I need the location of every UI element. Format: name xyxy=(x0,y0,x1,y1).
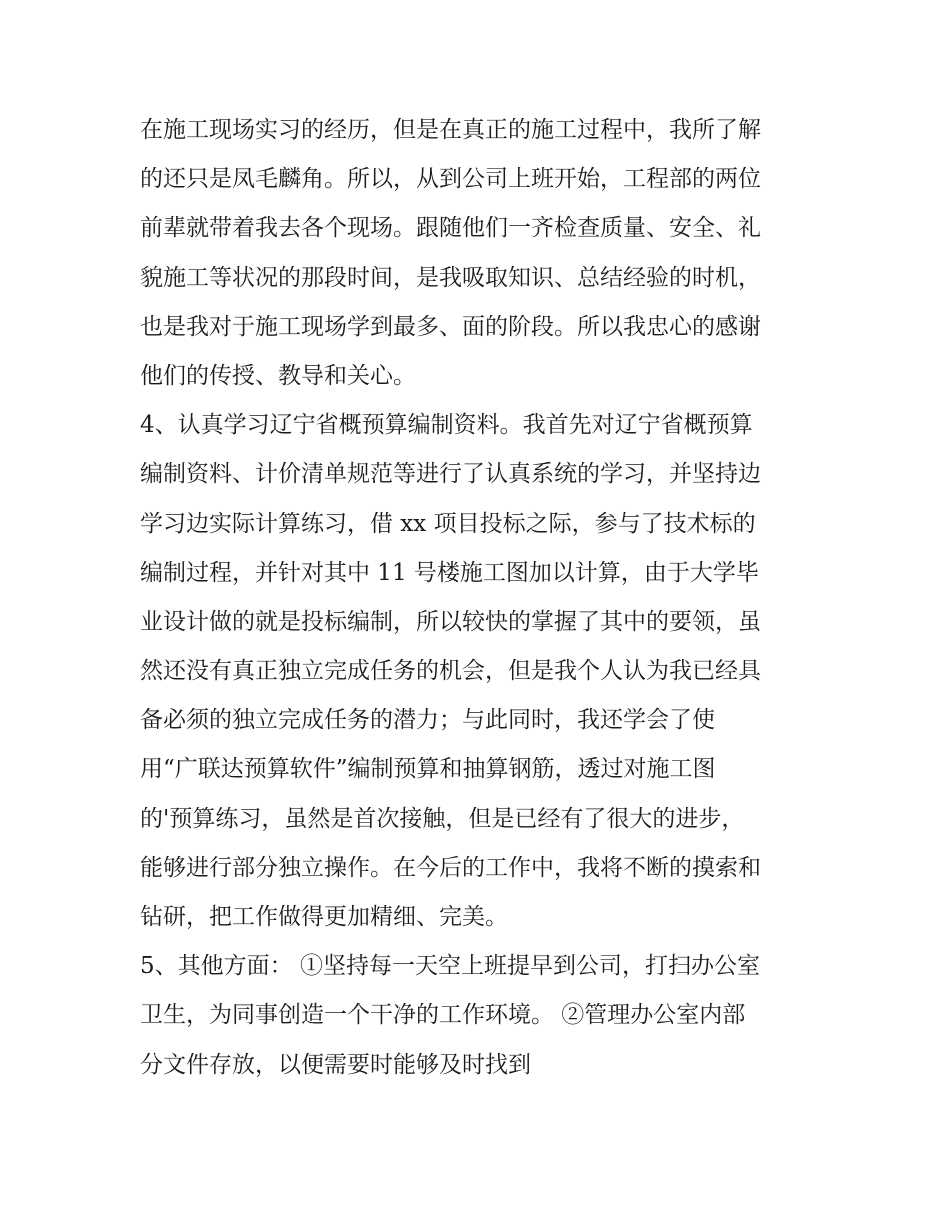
text-line: 貌施工等状况的那段时间，是我吸取知识、总结经验的时机， xyxy=(140,264,761,291)
text-line: 学习边实际计算练习，借 xx 项目投标之际，参与了技术标的 xyxy=(140,510,756,537)
text-line: 前辈就带着我去各个现场。跟随他们一齐检查质量、安全、礼 xyxy=(140,215,761,242)
text-line: 他们的传授、教导和关心。 xyxy=(140,362,416,389)
text-line: 钻研，把工作做得更加精细、完美。 xyxy=(140,904,508,930)
text-line: 4、认真学习辽宁省概预算编制资料。我首先对辽宁省概预算 xyxy=(140,412,753,439)
text-line: 的还只是凤毛麟角。所以，从到公司上班开始，工程部的两位 xyxy=(140,166,761,193)
text-line: 编制过程，并针对其中 11 号楼施工图加以计算，由于大学毕 xyxy=(140,559,759,586)
text-line: 5、其他方面： ①坚持每一天空上班提早到公司，打扫办公室 xyxy=(140,953,760,980)
text-line: 业设计做的就是投标编制，所以较快的掌握了其中的要领，虽 xyxy=(140,608,761,635)
text-line: 在施工现场实习的经历，但是在真正的施工过程中，我所了解 xyxy=(140,117,761,143)
text-line: 的'预算练习，虽然是首次接触，但是已经有了很大的进步， xyxy=(140,805,745,832)
text-line: 能够进行部分独立操作。在今后的工作中，我将不断的摸索和 xyxy=(140,854,761,881)
text-line: 也是我对于施工现场学到最多、面的阶段。所以我忠心的感谢 xyxy=(140,313,761,340)
text-line: 分文件存放，以便需要时能够及时找到 xyxy=(140,1051,531,1078)
body-text xyxy=(140,106,820,1090)
text-line: 然还没有真正独立完成任务的机会，但是我个人认为我已经具 xyxy=(140,658,761,685)
text-line: 编制资料、计价清单规范等进行了认真系统的学习，并坚持边 xyxy=(140,461,761,488)
text-line: 备必须的独立完成任务的潜力；与此同时，我还学会了使 xyxy=(140,707,715,734)
text-line: 卫生，为同事创造一个干净的工作环境。 ②管理办公室内部 xyxy=(140,1002,746,1029)
text-line: 用“广联达预算软件”编制预算和抽算钢筋，透过对施工图 xyxy=(140,756,716,783)
